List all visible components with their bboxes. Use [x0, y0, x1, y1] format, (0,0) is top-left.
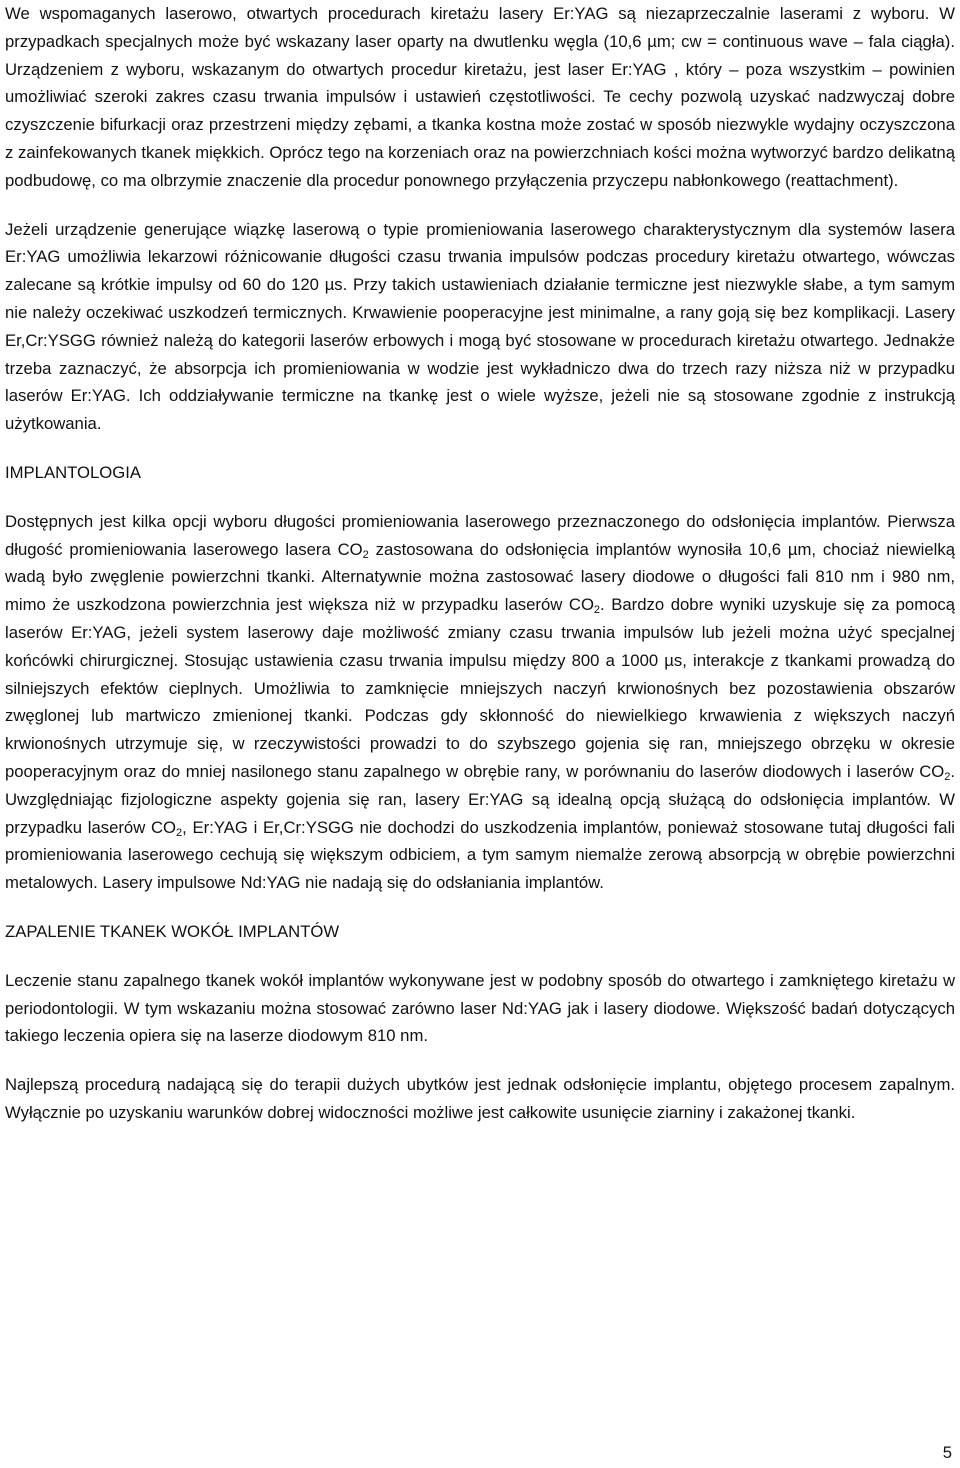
- section-heading-peri-implantitis: ZAPALENIE TKANEK WOKÓŁ IMPLANTÓW: [5, 921, 340, 941]
- paragraph-pulse-duration: Jeżeli urządzenie generujące wiązkę laserową o typie promieniowania laserowego charakterystycznym dla systemów lasera Er:YAG umożliwia lekarzowi różnicowanie długości czasu trwania impulsów podczas procedury kiretażu otwartego, wówczas zalecane są krótkie impulsy od 60 do 120 µs. Przy takich ustawieniach działanie termiczne jest niezwykle słabe, a tym samym nie należy oczekiwać uszkodzeń termicznych. Krwawienie pooperacyjne jest minimalne, a rany goją się bez komplikacji. Lasery Er,Cr:YSGG również należą do kategorii laserów erbowych i mogą być stosowane w procedurach kiretażu otwartego. Jednakże trzeba zaznaczyć, że absorpcja ich promieniowania w wodzie jest wykładniczo dwa do trzech razy niższa niż w przypadku laserów Er:YAG. Ich oddziaływanie termiczne na tkankę jest o wiele wyższe, jeżeli nie są stosowane zgodnie z instrukcją użytkowania.: [5, 219, 955, 434]
- subscript: 2: [362, 548, 369, 561]
- subscript: 2: [593, 604, 601, 617]
- paragraph-er-yag-curettage: We wspomaganych laserowo, otwartych procedurach kiretażu lasery Er:YAG są niezaprzeczalnie laserami z wyboru. W przypadkach specjalnych może być wskazany laser oparty na dwutlenku węgla (10,6 µm; cw = continuous wave – fala ciągła). Urządzeniem z wyboru, wskazanym do otwartych procedur kiretażu, jest laser Er:YAG , który – poza wszystkim – powinien umożliwiać szeroki zakres czasu trwania impulsów i ustawień częstotliwości. Te cechy pozwolą uzyskać nadzwyczaj dobre czyszczenie bifurkacji oraz przestrzeni między zębami, a tkanka kostna może zostać w sposób niezwykle wydajny oczyszczona z zainfekowanych tkanek miękkich. Oprócz tego na korzeniach oraz na powierzchniach kości można wytworzyć bardzo delikatną podbudowę, co ma olbrzymie znaczenie dla procedur ponownego przyłączenia przyczepu nabłonkowego (reattachment).: [5, 4, 955, 190]
- text-run: zastosowana do odsłonięcia implantów wynosiła 10,6 µm, chociaż niewielką wadą było zwęglenie powierzchni tkanki. Alternatywnie można zastosować lasery diodowe o długości fali 810 nm i 980 nm, mimo że uszkodzona powierzchnia jest większa niż w przypadku laserów CO: [5, 539, 955, 615]
- subscript: 2: [944, 770, 951, 783]
- text-run: . Uwzględniając fizjologiczne aspekty gojenia się ran, lasery Er:YAG są idealną opcją służącą do odsłonięcia implantów. W przypadku laserów CO: [5, 761, 955, 837]
- section-heading-implantology: IMPLANTOLOGIA: [5, 462, 142, 482]
- text-run: . Bardzo dobre wyniki uzyskuje się za pomocą laserów Er:YAG, jeżeli system laserowy daje możliwość zmiany czasu trwania impulsów lub jeżeli można użyć specjalnej końcówki chirurgicznej. Stosując ustawienia czasu trwania impulsu między 800 a 1000 µs, interakcje z tkankami prowadzą do silniejszych efektów cieplnych. Umożliwia to zamknięcie mniejszych naczyń krwionośnych bez pozostawienia obszarów zwęglonej lub martwiczo zmienionej tkanki. Podczas gdy skłonność do niewielkiego krwawienia z większych naczyń krwionośnych utrzymuje się, w rzeczywistości prowadzi to do szybszego gojenia się ran, mniejszego obrzęku w okresie pooperacyjnym oraz do mniej nasilonego stanu zapalnego w obrębie rany, w porównaniu do laserów diodowych i laserów CO: [5, 595, 955, 781]
- text-run: , Er:YAG i Er,Cr:YSGG nie dochodzi do uszkodzenia implantów, ponieważ stosowane tutaj długości fali promieniowania laserowego cechują się większym odbiciem, a tym samym niemalże zerową absorpcją w obrębie powierzchni metalowych. Lasery impulsowe Nd:YAG nie nadają się do odsłaniania implantów.: [5, 817, 955, 893]
- page-number: 5: [942, 1443, 952, 1462]
- paragraph-peri-implantitis-treatment: Leczenie stanu zapalnego tkanek wokół implantów wykonywane jest w podobny sposób do otwartego i zamkniętego kiretażu w periodontologii. W tym wskazaniu można stosować zarówno laser Nd:YAG jak i lasery diodowe. Większość badań dotyczących takiego leczenia opiera się na laserze diodowym 810 nm.: [5, 970, 955, 1046]
- paragraph-best-procedure: Najlepszą procedurą nadającą się do terapii dużych ubytków jest jednak odsłonięcie implantu, objętego procesem zapalnym. Wyłącznie po uzyskaniu warunków dobrej widoczności możliwe jest całkowite usunięcie ziarniny i zakażonej tkanki.: [5, 1075, 955, 1122]
- paragraph-implant-exposure: [5, 508, 955, 897]
- document-page: [5, 0, 955, 1148]
- text-run: Dostępnych jest kilka opcji wyboru długości promieniowania laserowego przeznaczonego do odsłonięcia implantów. Pierwsza długość promieniowania laserowego lasera CO: [5, 511, 955, 559]
- subscript: 2: [176, 826, 183, 839]
